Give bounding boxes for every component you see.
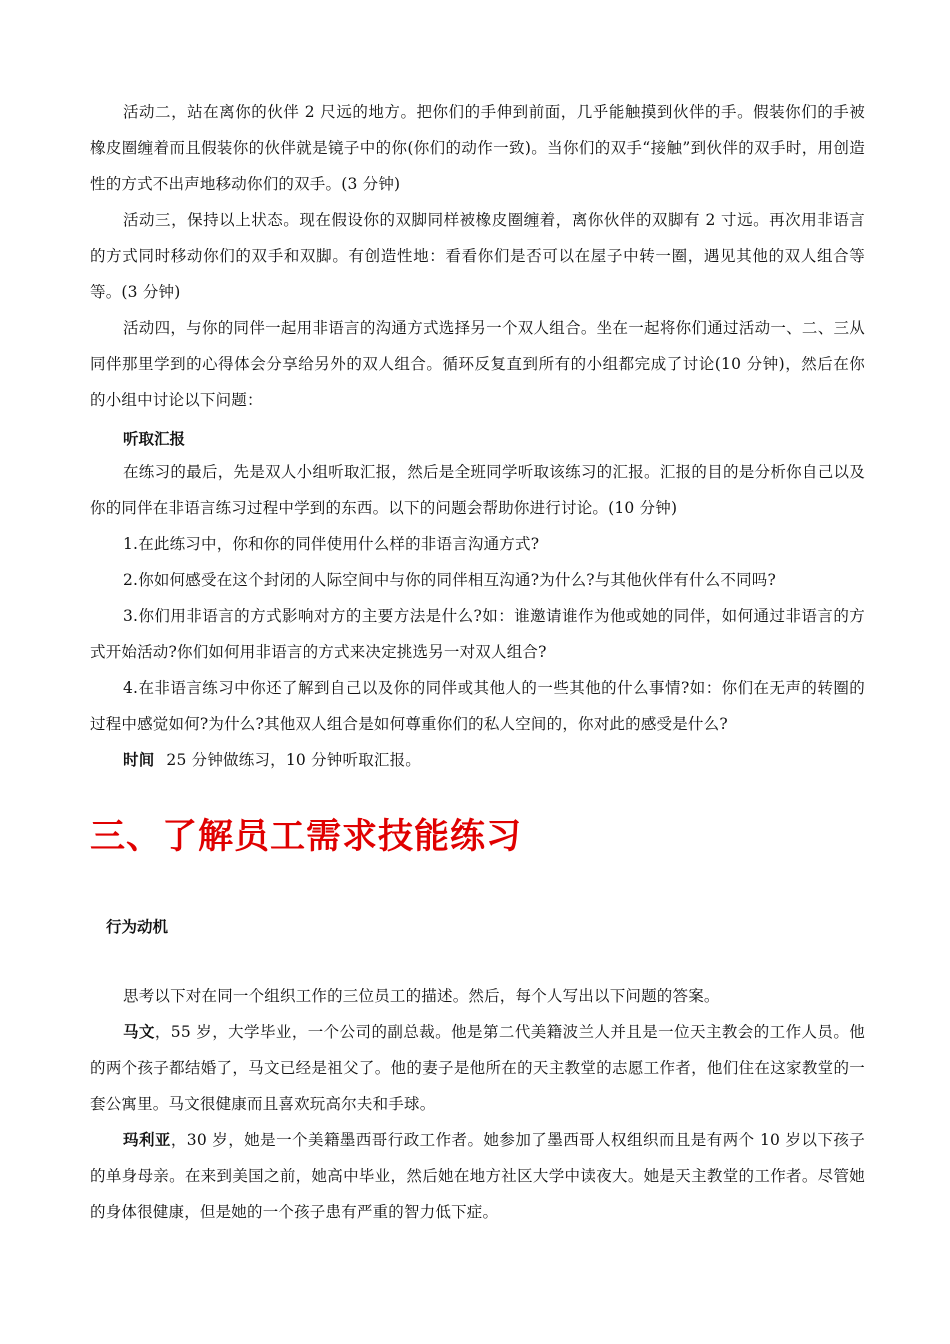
paragraph-mawen xyxy=(90,1014,865,1122)
maria-name: 玛利亚 xyxy=(123,1131,171,1149)
question-4: 4.在非语言练习中你还了解到自己以及你的同伴或其他人的一些其他的什么事情?如：你们在无声的转圈的过程中感觉如何?为什么?其他双人组合是如何尊重你们的私人空间的，你对此的感受是什么? xyxy=(90,679,865,733)
paragraph-debrief-intro: 在练习的最后，先是双人小组听取汇报，然后是全班同学听取该练习的汇报。汇报的目的是分析你自己以及你的同伴在非语言练习过程中学到的东西。以下的问题会帮助你进行讨论。(10 分钟) xyxy=(90,463,865,517)
paragraph-activity-4: 活动四，与你的同伴一起用非语言的沟通方式选择另一个双人组合。坐在一起将你们通过活动一、二、三从同伴那里学到的心得体会分享给另外的双人组合。循环反复直到所有的小组都完成了讨论(10 分钟)，然后在你的小组中讨论以下问题： xyxy=(90,319,865,409)
time-label: 时间 xyxy=(123,751,155,769)
maria-text: ，30 岁，她是一个美籍墨西哥行政工作者。她参加了墨西哥人权组织而且是有两个 10 岁以下孩子的单身母亲。在来到美国之前，她高中毕业，然后她在地方社区大学中读夜大。她是天主教堂的工作者。尽管她的身体很健康，但是她的一个孩子患有严重的智力低下症。 xyxy=(90,1131,865,1221)
debrief-heading: 听取汇报 xyxy=(123,430,186,448)
question-3: 3.你们用非语言的方式影响对方的主要方法是什么?如：谁邀请谁作为他或她的同伴，如何通过非语言的方式开始活动?你们如何用非语言的方式来决定挑选另一对双人组合? xyxy=(90,607,865,661)
subheading-motivation: 行为动机 xyxy=(106,918,169,936)
section-title: 三、了解员工需求技能练习 xyxy=(90,817,523,857)
question-2: 2.你如何感受在这个封闭的人际空间中与你的同伴相互沟通?为什么?与其他伙伴有什么不同吗? xyxy=(123,571,777,589)
paragraph-activity-2: 活动二，站在离你的伙伴 2 尺远的地方。把你们的手伸到前面，几乎能触摸到伙伴的手。假装你们的手被橡皮圈缠着而且假装你的伙伴就是镜子中的你(你们的动作一致)。当你们的双手“接触”到伙伴的双手时，用创造性的方式不出声地移动你们的双手。(3 分钟) xyxy=(90,103,865,193)
paragraph-intro: 思考以下对在同一个组织工作的三位员工的描述。然后，每个人写出以下问题的答案。 xyxy=(123,987,720,1005)
time-text: 25 分钟做练习，10 分钟听取汇报。 xyxy=(166,751,422,769)
mawen-text: ，55 岁，大学毕业，一个公司的副总裁。他是第二代美籍波兰人并且是一位天主教会的工作人员。他的两个孩子都结婚了，马文已经是祖父了。他的妻子是他所在的天主教堂的志愿工作者，他们住在这家教堂的一套公寓里。马文很健康而且喜欢玩高尔夫和手球。 xyxy=(90,1023,865,1113)
paragraph-activity-3: 活动三，保持以上状态。现在假设你的双脚同样被橡皮圈缠着，离你伙伴的双脚有 2 寸远。再次用非语言的方式同时移动你们的双手和双脚。有创造性地：看看你们是否可以在屋子中转一圈，遇见其他的双人组合等等。(3 分钟) xyxy=(90,211,865,301)
mawen-name: 马文 xyxy=(123,1023,155,1041)
time-line xyxy=(90,742,865,778)
question-1: 1.在此练习中，你和你的同伴使用什么样的非语言沟通方式? xyxy=(123,535,540,553)
paragraph-maria xyxy=(90,1122,865,1230)
